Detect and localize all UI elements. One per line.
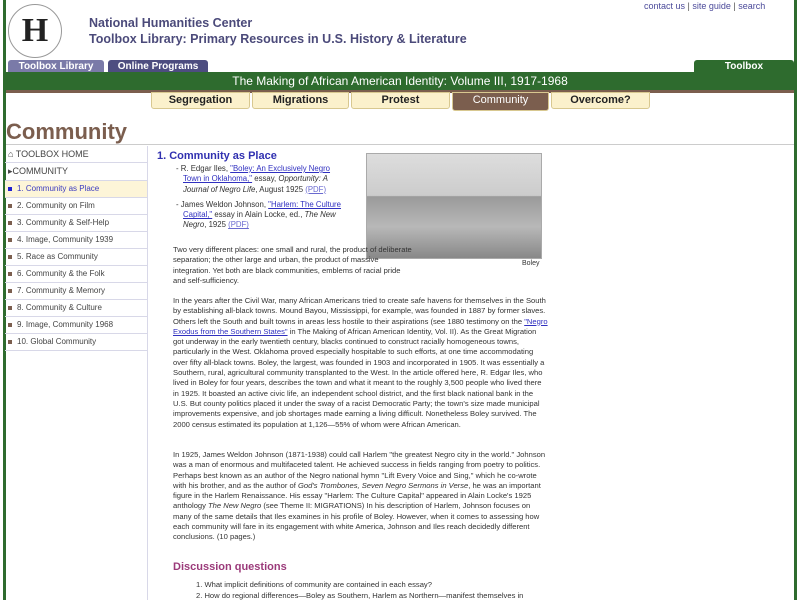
sidebar-item-label: 2. Community on Film [17,201,95,210]
sidebar-divider [147,146,148,600]
bullet-icon [8,238,12,242]
section-title: 1. Community as Place [157,150,277,162]
reading-list [176,164,341,236]
paragraph-text: In the years after the Civil War, many African Americans tried to create safe havens for themselves in the South by establishing all-black towns. Mound Bayou, Mississippi, for example, was founded in 1887 by former slaves. Others left the South and built towns in areas less hostile to their aspirations (see 1880 testimony on the [173,296,546,326]
bullet-icon [8,255,12,259]
bullet-icon [8,221,12,225]
sidebar-item-label: 7. Community & Memory [17,286,106,295]
paragraph-text: (see Theme II: MIGRATIONS) In his description of Harlem, Johnson focuses on many of the same details that Iles examines in his profile of Boley. However, when it comes to assessing how each community will fare in its engagement with white America, Johnson and Iles reach decidedly different conclusions. (10 pages.) [173,501,540,542]
utility-links: contact us | site guide | search [644,1,766,11]
paragraph-text: , he was an important figure in the Harlem Renaissance. His essay "Harlem: The Culture Capital" appeared in Alain Locke's 1925 anthology [173,480,541,511]
nhc-logo[interactable] [8,4,62,58]
harlem-pdf-link[interactable]: (PDF) [228,220,249,230]
title-rule [6,144,794,145]
sidebar-item-global[interactable] [5,334,147,351]
volume-banner: The Making of African American Identity: Volume III, 1917-1968 [6,72,794,90]
discussion-list [196,579,523,601]
harlem-paragraph [173,450,548,543]
sidebar-item-label: 3. Community & Self-Help [17,218,110,227]
sidebar-item-label: 6. Community & the Folk [17,269,105,278]
right-frame [794,0,797,600]
question-item: 1. What implicit definitions of community are contained in each essay? [196,580,432,589]
reading-item: - James Weldon Johnson, "Harlem: The Culture Capital," essay in Alain Locke, ed., The New Negro, 1925 (PDF) [176,199,341,230]
sidebar-home-label: TOOLBOX HOME [15,149,89,159]
site-header [89,15,467,47]
sidebar-item-label: 9. Image, Community 1968 [17,320,114,329]
sidebar-item-label: 5. Race as Community [17,252,98,261]
ref-author: R. Edgar Iles, [180,164,231,173]
subtab-community[interactable]: Community [452,92,549,111]
sidebar-item-community-as-place[interactable] [5,181,147,198]
sidebar-section-label: COMMUNITY [12,166,69,176]
book-title: God's Trombones, Seven Negro Sermons in Verse [297,480,469,490]
paragraph-text: in The Making of African American Identity, Vol. II). As the Great Migration got underway in the early twentieth century, blacks continued to construct racially homogeneous towns, particularly in the West. Oklahoma proved especially hospitable to such efforts, at one time accommodating over fifty all-black towns. Boley, the largest, was founded in 1903 and incorporated in 1905. It was essentially a Southern, rural, agricultural community transplanted to the West. In the article offered here, R. Edgar Iles, who lived in Boley for four years, describes the town and what it meant to the roughly 3,500 people who lived there in 1925. It boasted an active civic life, an independent school district, and the first black national bank in the U.S. But county politics placed it under the sway of a racist Democratic Party; the town's size made municipal improvements expensive, and job shortages made earning a living difficult. Nonetheless Boley survived. The 2000 census estimated its population at 1,126—55% of whom were African American. [173,326,545,429]
bullet-icon [8,306,12,310]
paragraph-text: In 1925, James Weldon Johnson (1871-1938) could call Harlem "the greatest Negro city in the world." Johnson was a man of enormous and multifaceted talent. He achieved success in fields ranging from poetry to politics. Perhaps best known as an author of the Negro national hymn "Lift Every Voice and Sing," which he co-wrote with his brother, and as the author of [173,450,546,490]
bullet-icon [8,340,12,344]
boley-essay-link[interactable]: "Boley: An Exclusively Negro Town in Oklahoma," [183,164,331,184]
site-subtitle: Toolbox Library: Primary Resources in U.S. History & Literature [89,32,467,46]
ref-journal: Opportunity: A Journal of Negro Life [183,174,328,194]
subtab-protest[interactable]: Protest [351,92,450,109]
sidebar-item-self-help[interactable] [5,215,147,232]
boley-photo[interactable] [366,153,542,259]
sidebar-section[interactable] [5,163,147,181]
sidebar-item-race-as-community[interactable] [5,249,147,266]
bullet-icon [8,204,12,208]
ref-text: essay, [252,174,279,184]
sidebar-item-community-on-film[interactable] [5,198,147,215]
boley-paragraph [173,296,548,430]
photo-caption: Boley [522,260,540,267]
sidebar-item-image-1939[interactable] [5,232,147,249]
sidebar-item-image-1968[interactable] [5,317,147,334]
tab-toolbox[interactable]: Toolbox [694,60,794,73]
triangle-right-icon: ▸ [8,166,13,176]
sidebar-item-label: 4. Image, Community 1939 [17,235,114,244]
sidebar [5,146,147,351]
ref-author: James Weldon Johnson, [180,199,269,209]
page-title: Community [6,119,127,144]
org-name: National Humanities Center [89,16,253,30]
sidebar-item-culture[interactable] [5,300,147,317]
boley-pdf-link[interactable]: (PDF) [305,184,327,194]
ref-text: essay in Alain Locke, ed., [212,210,305,220]
home-icon: ⌂ [8,149,16,159]
tab-toolbox-library[interactable]: Toolbox Library [8,60,104,73]
subtab-migrations[interactable]: Migrations [252,92,349,109]
bullet-icon [8,272,12,276]
sidebar-item-label: 8. Community & Culture [17,303,102,312]
discussion-heading: Discussion questions [173,561,287,573]
tab-online-programs[interactable]: Online Programs [108,60,208,73]
sidebar-home[interactable] [5,146,147,163]
sidebar-item-memory[interactable] [5,283,147,300]
search-link[interactable]: search [738,1,766,11]
logo-letter: H [21,12,49,49]
ref-book: The New Negro [183,210,336,230]
ref-date: , 1925 [204,220,229,230]
subtab-overcome[interactable]: Overcome? [551,92,650,109]
contact-us-link[interactable]: contact us [644,1,686,11]
subtab-segregation[interactable]: Segregation [151,92,250,109]
sidebar-item-label: 10. Global Community [17,337,97,346]
bullet-icon [8,289,12,293]
bullet-icon [8,187,12,191]
bullet-icon [8,323,12,327]
book-title: The New Negro [208,501,262,511]
negro-exodus-link[interactable]: "Negro Exodus from the Southern States" [173,316,548,336]
harlem-essay-link[interactable]: "Harlem: The Culture Capital," [183,199,341,220]
sidebar-item-label: 1. Community as Place [17,184,100,193]
intro-paragraph: Two very different places: one small and rural, the product of deliberate separation; the other large and urban, the product of massive integration. Yet both are black communities, emblems of racial pride and self-sufficiency. [173,245,412,285]
reading-item: - R. Edgar Iles, "Boley: An Exclusively Negro Town in Oklahoma," essay, Opportunity: A Journal of Negro Life, August 1925 (PDF) [176,164,331,194]
ref-date: , August 1925 [255,184,306,194]
question-item: 2. How do regional differences—Boley as Southern, Harlem as Northern—manifest themselves in [196,591,524,600]
sidebar-item-folk[interactable] [5,266,147,283]
site-guide-link[interactable]: site guide [692,1,731,11]
